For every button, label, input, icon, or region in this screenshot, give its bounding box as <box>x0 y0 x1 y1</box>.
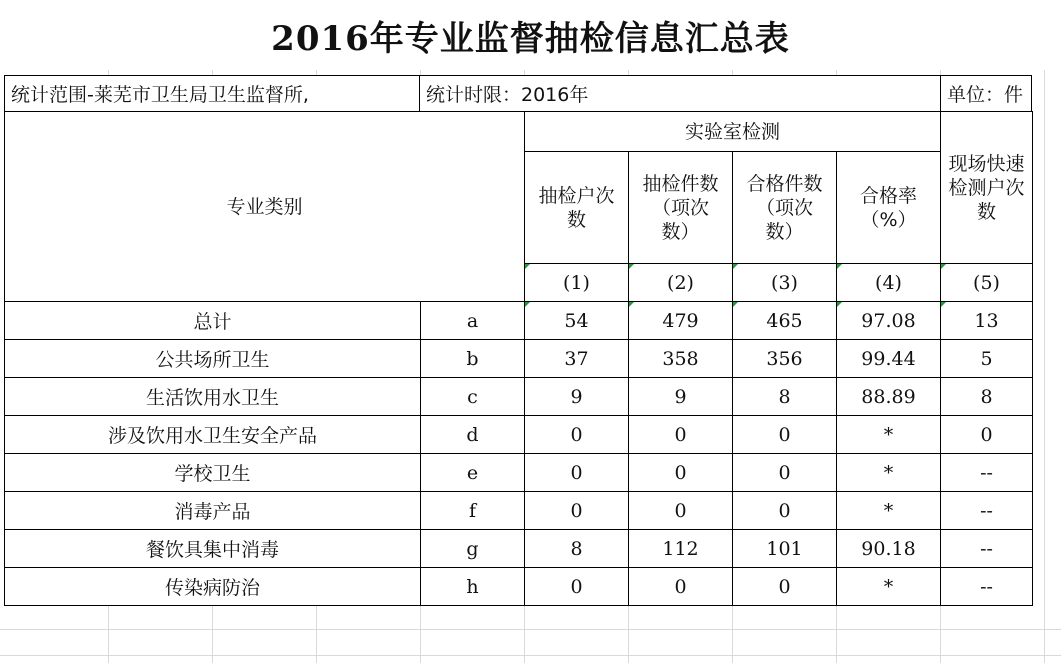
cell-v3[interactable]: 0 <box>733 568 837 606</box>
cell-v4[interactable]: * <box>837 568 941 606</box>
row-category[interactable]: 学校卫生 <box>5 454 421 492</box>
cell-v5[interactable]: -- <box>941 492 1033 530</box>
unit-cell[interactable]: 单位：件 <box>940 75 1032 111</box>
cell-v4[interactable]: * <box>837 492 941 530</box>
cell-v3[interactable]: 356 <box>733 340 837 378</box>
row-category[interactable]: 消毒产品 <box>5 492 421 530</box>
column-header-2[interactable]: 抽检件数（项次数） <box>629 152 733 264</box>
cell-v5[interactable]: -- <box>941 530 1033 568</box>
cell-v2[interactable]: 0 <box>629 416 733 454</box>
cell-v3[interactable]: 0 <box>733 416 837 454</box>
row-category[interactable]: 生活饮用水卫生 <box>5 378 421 416</box>
grid-line <box>1044 0 1045 663</box>
row-category[interactable]: 传染病防治 <box>5 568 421 606</box>
grid-line <box>0 629 1061 630</box>
cell-v2[interactable]: 479 <box>629 302 733 340</box>
cell-v1[interactable]: 0 <box>525 492 629 530</box>
cell-v3[interactable]: 465 <box>733 302 837 340</box>
row-code[interactable]: f <box>421 492 525 530</box>
column-header-5[interactable]: 现场快速检测户次数 <box>941 112 1033 264</box>
row-code[interactable]: a <box>421 302 525 340</box>
row-code[interactable]: d <box>421 416 525 454</box>
row-code[interactable]: b <box>421 340 525 378</box>
cell-v2[interactable]: 0 <box>629 568 733 606</box>
row-category[interactable]: 公共场所卫生 <box>5 340 421 378</box>
cell-v4[interactable]: 88.89 <box>837 378 941 416</box>
row-code[interactable]: e <box>421 454 525 492</box>
cell-v5[interactable]: -- <box>941 568 1033 606</box>
row-code[interactable]: g <box>421 530 525 568</box>
cell-v5[interactable]: 0 <box>941 416 1033 454</box>
cell-v2[interactable]: 358 <box>629 340 733 378</box>
cell-v4[interactable]: * <box>837 454 941 492</box>
cell-v5[interactable]: -- <box>941 454 1033 492</box>
cell-v1[interactable]: 0 <box>525 416 629 454</box>
cell-v4[interactable]: 90.18 <box>837 530 941 568</box>
column-header-3[interactable]: 合格件数（项次数） <box>733 152 837 264</box>
cell-v3[interactable]: 101 <box>733 530 837 568</box>
category-header[interactable]: 专业类别 <box>5 112 525 302</box>
cell-v5[interactable]: 8 <box>941 378 1033 416</box>
period-cell[interactable]: 统计时限：2016年 <box>420 75 940 111</box>
cell-v3[interactable]: 0 <box>733 454 837 492</box>
cell-v1[interactable]: 54 <box>525 302 629 340</box>
lab-group-header[interactable]: 实验室检测 <box>525 112 941 152</box>
table-row <box>5 530 1033 568</box>
cell-v3[interactable]: 8 <box>733 378 837 416</box>
column-index-5[interactable]: (5) <box>941 264 1033 302</box>
cell-v1[interactable]: 0 <box>525 454 629 492</box>
summary-table <box>4 111 1033 606</box>
cell-v5[interactable]: 5 <box>941 340 1033 378</box>
cell-v1[interactable]: 9 <box>525 378 629 416</box>
cell-v4[interactable]: * <box>837 416 941 454</box>
column-index-3[interactable]: (3) <box>733 264 837 302</box>
cell-v5[interactable]: 13 <box>941 302 1033 340</box>
column-index-2[interactable]: (2) <box>629 264 733 302</box>
cell-v2[interactable]: 0 <box>629 454 733 492</box>
cell-v1[interactable]: 37 <box>525 340 629 378</box>
table-row <box>5 378 1033 416</box>
grid-line <box>0 655 1061 656</box>
table-row <box>5 416 1033 454</box>
row-code[interactable]: h <box>421 568 525 606</box>
table-row <box>5 568 1033 606</box>
column-header-1[interactable]: 抽检户次数 <box>525 152 629 264</box>
cell-v2[interactable]: 9 <box>629 378 733 416</box>
column-index-4[interactable]: (4) <box>837 264 941 302</box>
table-row <box>5 492 1033 530</box>
table-row <box>5 302 1033 340</box>
sheet-title[interactable]: 2016年专业监督抽检信息汇总表 <box>0 0 1061 70</box>
cell-v3[interactable]: 0 <box>733 492 837 530</box>
table-row <box>5 454 1033 492</box>
row-category[interactable]: 总计 <box>5 302 421 340</box>
cell-v1[interactable]: 8 <box>525 530 629 568</box>
table-row <box>5 340 1033 378</box>
cell-v2[interactable]: 112 <box>629 530 733 568</box>
cell-v4[interactable]: 99.44 <box>837 340 941 378</box>
column-header-4[interactable]: 合格率（%） <box>837 152 941 264</box>
column-index-1[interactable]: (1) <box>525 264 629 302</box>
row-code[interactable]: c <box>421 378 525 416</box>
row-category[interactable]: 涉及饮用水卫生安全产品 <box>5 416 421 454</box>
row-category[interactable]: 餐饮具集中消毒 <box>5 530 421 568</box>
cell-v1[interactable]: 0 <box>525 568 629 606</box>
cell-v2[interactable]: 0 <box>629 492 733 530</box>
cell-v4[interactable]: 97.08 <box>837 302 941 340</box>
scope-cell[interactable]: 统计范围-莱芜市卫生局卫生监督所, <box>4 75 420 111</box>
